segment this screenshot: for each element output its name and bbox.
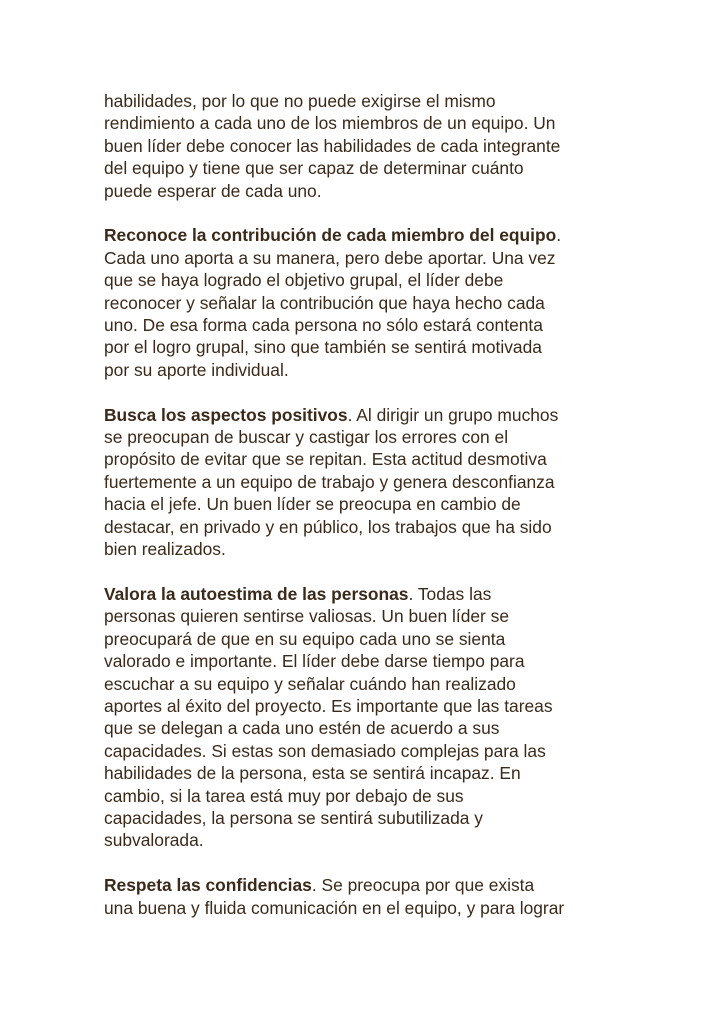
heading-period: . (556, 225, 562, 246)
paragraph-body: Todas las personas quieren sentirse valiosas. Un buen líder se preocupará de que en su equipo cada uno se sienta valorado e importante. El líder debe darse tiempo para escuchar a su equipo y señalar cuándo han realizado aportes al éxito del proyecto. Es importante que las tareas que se delegan a cada uno estén de acuerdo a sus capacidades. Si estas son demasiado complejas para las habilidades de la persona, esta se sentirá incapaz. En cambio, si la tarea está muy por debajo de sus capacidades, la persona se sentirá subutilizada y subvalorada. (104, 583, 553, 851)
section-heading: Busca los aspectos positivos (104, 404, 348, 425)
heading-period: . (311, 875, 317, 896)
paragraph-habilidades (104, 90, 632, 202)
document-page (104, 90, 632, 941)
section-heading: Reconoce la contribución de cada miembro del equipo (104, 225, 557, 246)
heading-period: . (408, 583, 414, 604)
paragraph-confidencias (104, 874, 632, 919)
paragraph-autoestima (104, 583, 632, 852)
paragraph-body: Se preocupa por que exista una buena y fluida comunicación en el equipo, y para lograr (104, 875, 565, 918)
paragraph-body: Al dirigir un grupo muchos se preocupan de buscar y castigar los errores con el propósito de evitar que se repitan. Esta actitud desmotiva fuertemente a un equipo de trabajo y genera desconfianza hacia el jefe. Un buen líder se preocupa en cambio de destacar, en privado y en público, los trabajos que ha sido bien realizados. (104, 404, 559, 560)
paragraph-aspectos-positivos (104, 404, 632, 561)
paragraph-body: Cada uno aporta a su manera, pero debe aportar. Una vez que se haya logrado el objetivo grupal, el líder debe reconocer y señalar la contribución que haya hecho cada uno. De esa forma cada persona no sólo estará contenta por el logro grupal, sino que también se sentirá motivada por su aporte individual. (104, 247, 556, 380)
paragraph-reconoce-contribucion (104, 224, 632, 381)
heading-period: . (347, 404, 353, 425)
paragraph-body: habilidades, por lo que no puede exigirse el mismo rendimiento a cada uno de los miembros de un equipo. Un buen líder debe conocer las habilidades de cada integrante del equipo y tiene que ser capaz de determinar cuánto puede esperar de cada uno. (104, 91, 561, 201)
section-heading: Valora la autoestima de las personas (104, 583, 409, 604)
section-heading: Respeta las confidencias (104, 875, 312, 896)
